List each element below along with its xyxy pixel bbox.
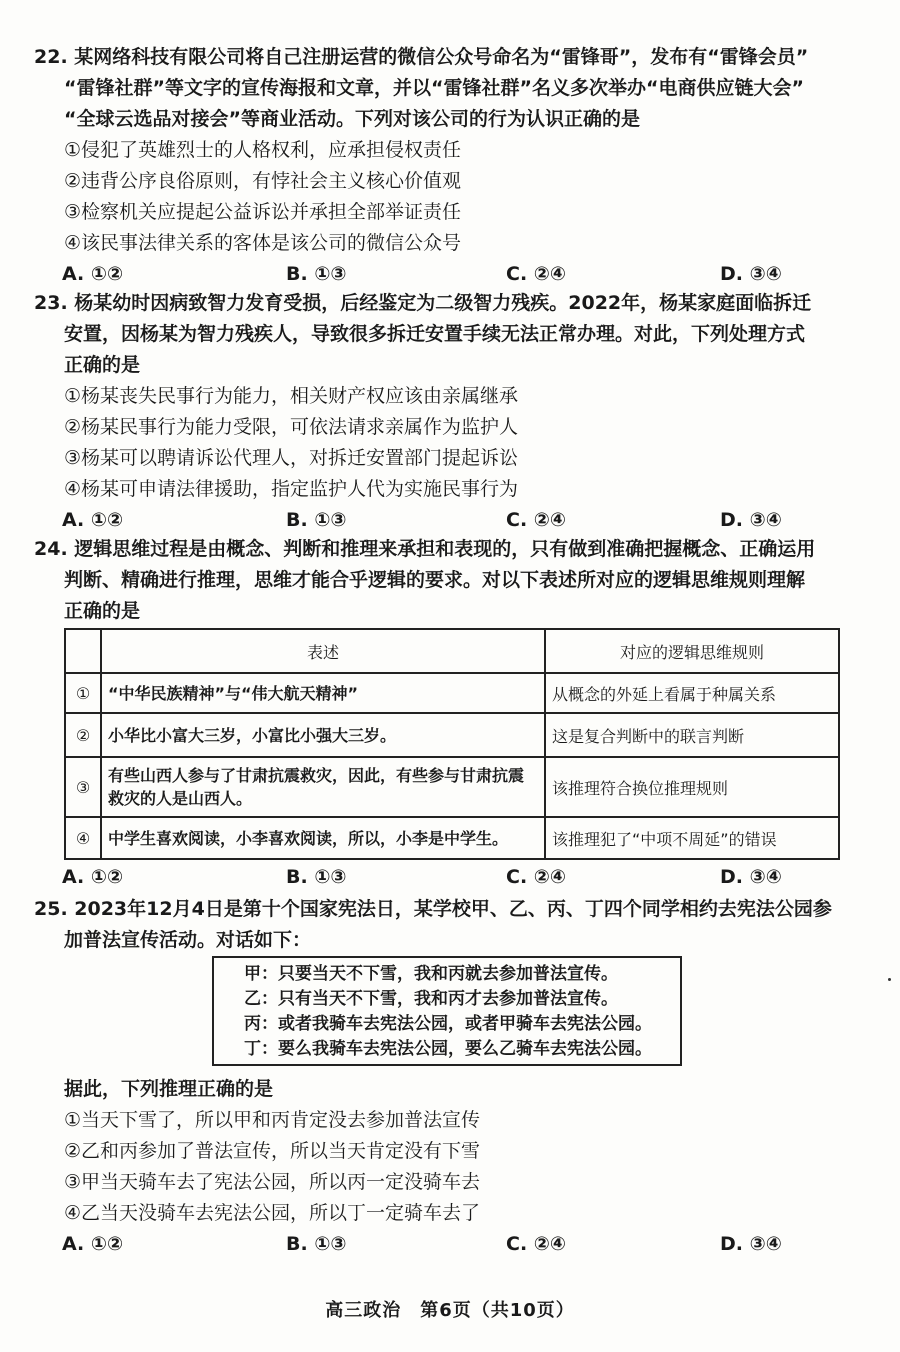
q22-stem-line-3: “全球云选品对接会”等商业活动。下列对该公司的行为认识正确的是 <box>64 108 640 130</box>
row-statement: “中华民族精神”与“伟大航天精神” <box>101 673 545 713</box>
q23-option-2: ②杨某民事行为能力受限，可依法请求亲属作为监护人 <box>64 416 519 438</box>
q25-option-2: ②乙和丙参加了普法宣传，所以当天肯定没有下雪 <box>64 1140 481 1162</box>
q24-stem-line-2: 判断、精确进行推理，思维才能合乎逻辑的要求。对以下表述所对应的逻辑思维规则理解 <box>64 569 806 591</box>
q25-body <box>34 1074 884 1259</box>
table-row <box>65 713 839 757</box>
table-row <box>65 757 839 817</box>
q25-choice-c: C. ②④ <box>506 1233 566 1255</box>
q25-choice-b: B. ①③ <box>286 1233 347 1255</box>
question-24 <box>34 534 884 627</box>
q22-stem-line-2: “雷锋社群”等文字的宣传海报和文章，并以“雷锋社群”名义多次举办“电商供应链大会” <box>64 77 804 99</box>
q22-option-4: ④该民事法律关系的客体是该公司的微信公众号 <box>64 232 462 254</box>
table-header-rule: 对应的逻辑思维规则 <box>545 629 839 673</box>
q22-choice-d: D. ③④ <box>720 263 782 285</box>
table-header-statement: 表述 <box>101 629 545 673</box>
q23-choice-b: B. ①③ <box>286 509 347 531</box>
q24-stem-line-3: 正确的是 <box>64 600 141 622</box>
row-statement: 有些山西人参与了甘肃抗震救灾，因此，有些参与甘肃抗震救灾的人是山西人。 <box>101 757 545 817</box>
q25-option-1: ①当天下雪了，所以甲和丙肯定没去参加普法宣传 <box>64 1109 481 1131</box>
q22-choice-c: C. ②④ <box>506 263 566 285</box>
q25-choices <box>34 1229 884 1259</box>
row-rule: 该推理符合换位推理规则 <box>545 757 839 817</box>
row-statement: 中学生喜欢阅读，小李喜欢阅读，所以，小李是中学生。 <box>101 817 545 859</box>
q23-option-3: ③杨某可以聘请诉讼代理人，对拆迁安置部门提起诉讼 <box>64 447 519 469</box>
q22-option-3: ③检察机关应提起公益诉讼并承担全部举证责任 <box>64 201 462 223</box>
q22-stem-line-1: 22. 某网络科技有限公司将自己注册运营的微信公众号命名为“雷锋哥”，发布有“雷锋会员” <box>34 46 809 68</box>
q22-option-1: ①侵犯了英雄烈士的人格权利，应承担侵权责任 <box>64 139 462 161</box>
q23-choice-a: A. ①② <box>62 509 124 531</box>
table-row <box>65 673 839 713</box>
q23-option-4: ④杨某可申请法律援助，指定监护人代为实施民事行为 <box>64 478 519 500</box>
row-index: ① <box>65 673 101 713</box>
logic-rules-table <box>64 628 840 860</box>
dialog-box <box>212 956 682 1066</box>
q24-choice-a: A. ①② <box>62 866 124 888</box>
q23-stem-line-2: 安置，因杨某为智力残疾人，导致很多拆迁安置手续无法正常办理。对此，下列处理方式 <box>64 323 806 345</box>
q22-choice-a: A. ①② <box>62 263 124 285</box>
q23-choices <box>34 505 884 535</box>
q23-choice-d: D. ③④ <box>720 509 782 531</box>
q24-choices-wrap <box>34 862 884 892</box>
question-22 <box>34 42 884 289</box>
q22-choice-b: B. ①③ <box>286 263 347 285</box>
q25-prompt: 据此，下列推理正确的是 <box>64 1078 274 1100</box>
q24-stem-line-1: 24. 逻辑思维过程是由概念、判断和推理来承担和表现的，只有做到准确把握概念、正确运用 <box>34 538 816 560</box>
q25-stem-line-1: 25. 2023年12月4日是第十个国家宪法日，某学校甲、乙、丙、丁四个同学相约去宪法公园参 <box>34 898 832 920</box>
q22-choices <box>34 259 884 289</box>
q24-choice-d: D. ③④ <box>720 866 782 888</box>
row-rule: 这是复合判断中的联言判断 <box>545 713 839 757</box>
q22-option-2: ②违背公序良俗原则，有悖社会主义核心价值观 <box>64 170 462 192</box>
q25-option-3: ③甲当天骑车去了宪法公园，所以丙一定没骑车去 <box>64 1171 481 1193</box>
row-rule: 该推理犯了“中项不周延”的错误 <box>545 817 839 859</box>
question-23 <box>34 288 884 535</box>
row-index: ③ <box>65 757 101 817</box>
row-statement: 小华比小富大三岁，小富比小强大三岁。 <box>101 713 545 757</box>
q24-choice-b: B. ①③ <box>286 866 347 888</box>
scan-speck <box>888 978 891 981</box>
dialog-line-ding: 丁：要么我骑车去宪法公园，要么乙骑车去宪法公园。 <box>244 1039 652 1059</box>
table-row <box>65 817 839 859</box>
row-index: ④ <box>65 817 101 859</box>
q23-option-1: ①杨某丧失民事行为能力，相关财产权应该由亲属继承 <box>64 385 519 407</box>
dialog-line-bing: 丙：或者我骑车去宪法公园，或者甲骑车去宪法公园。 <box>244 1014 652 1034</box>
table-header-row <box>65 629 839 673</box>
q24-choices <box>34 862 884 892</box>
q25-stem-line-2: 加普法宣传活动。对话如下： <box>64 929 312 951</box>
table-header-index <box>65 629 101 673</box>
q25-choice-d: D. ③④ <box>720 1233 782 1255</box>
q24-choice-c: C. ②④ <box>506 866 566 888</box>
q25-choice-a: A. ①② <box>62 1233 124 1255</box>
dialog-line-yi: 乙：只有当天不下雪，我和丙才去参加普法宣传。 <box>244 989 618 1009</box>
q25-option-4: ④乙当天没骑车去宪法公园，所以丁一定骑车去了 <box>64 1202 481 1224</box>
row-rule: 从概念的外延上看属于种属关系 <box>545 673 839 713</box>
page-footer: 高三政治 第6页（共10页） <box>325 1300 575 1321</box>
question-25 <box>34 894 884 956</box>
q23-choice-c: C. ②④ <box>506 509 566 531</box>
q23-stem-line-3: 正确的是 <box>64 354 141 376</box>
row-index: ② <box>65 713 101 757</box>
q23-stem-line-1: 23. 杨某幼时因病致智力发育受损，后经鉴定为二级智力残疾。2022年，杨某家庭面临拆迁 <box>34 292 812 314</box>
dialog-line-jia: 甲：只要当天不下雪，我和丙就去参加普法宣传。 <box>244 964 618 984</box>
